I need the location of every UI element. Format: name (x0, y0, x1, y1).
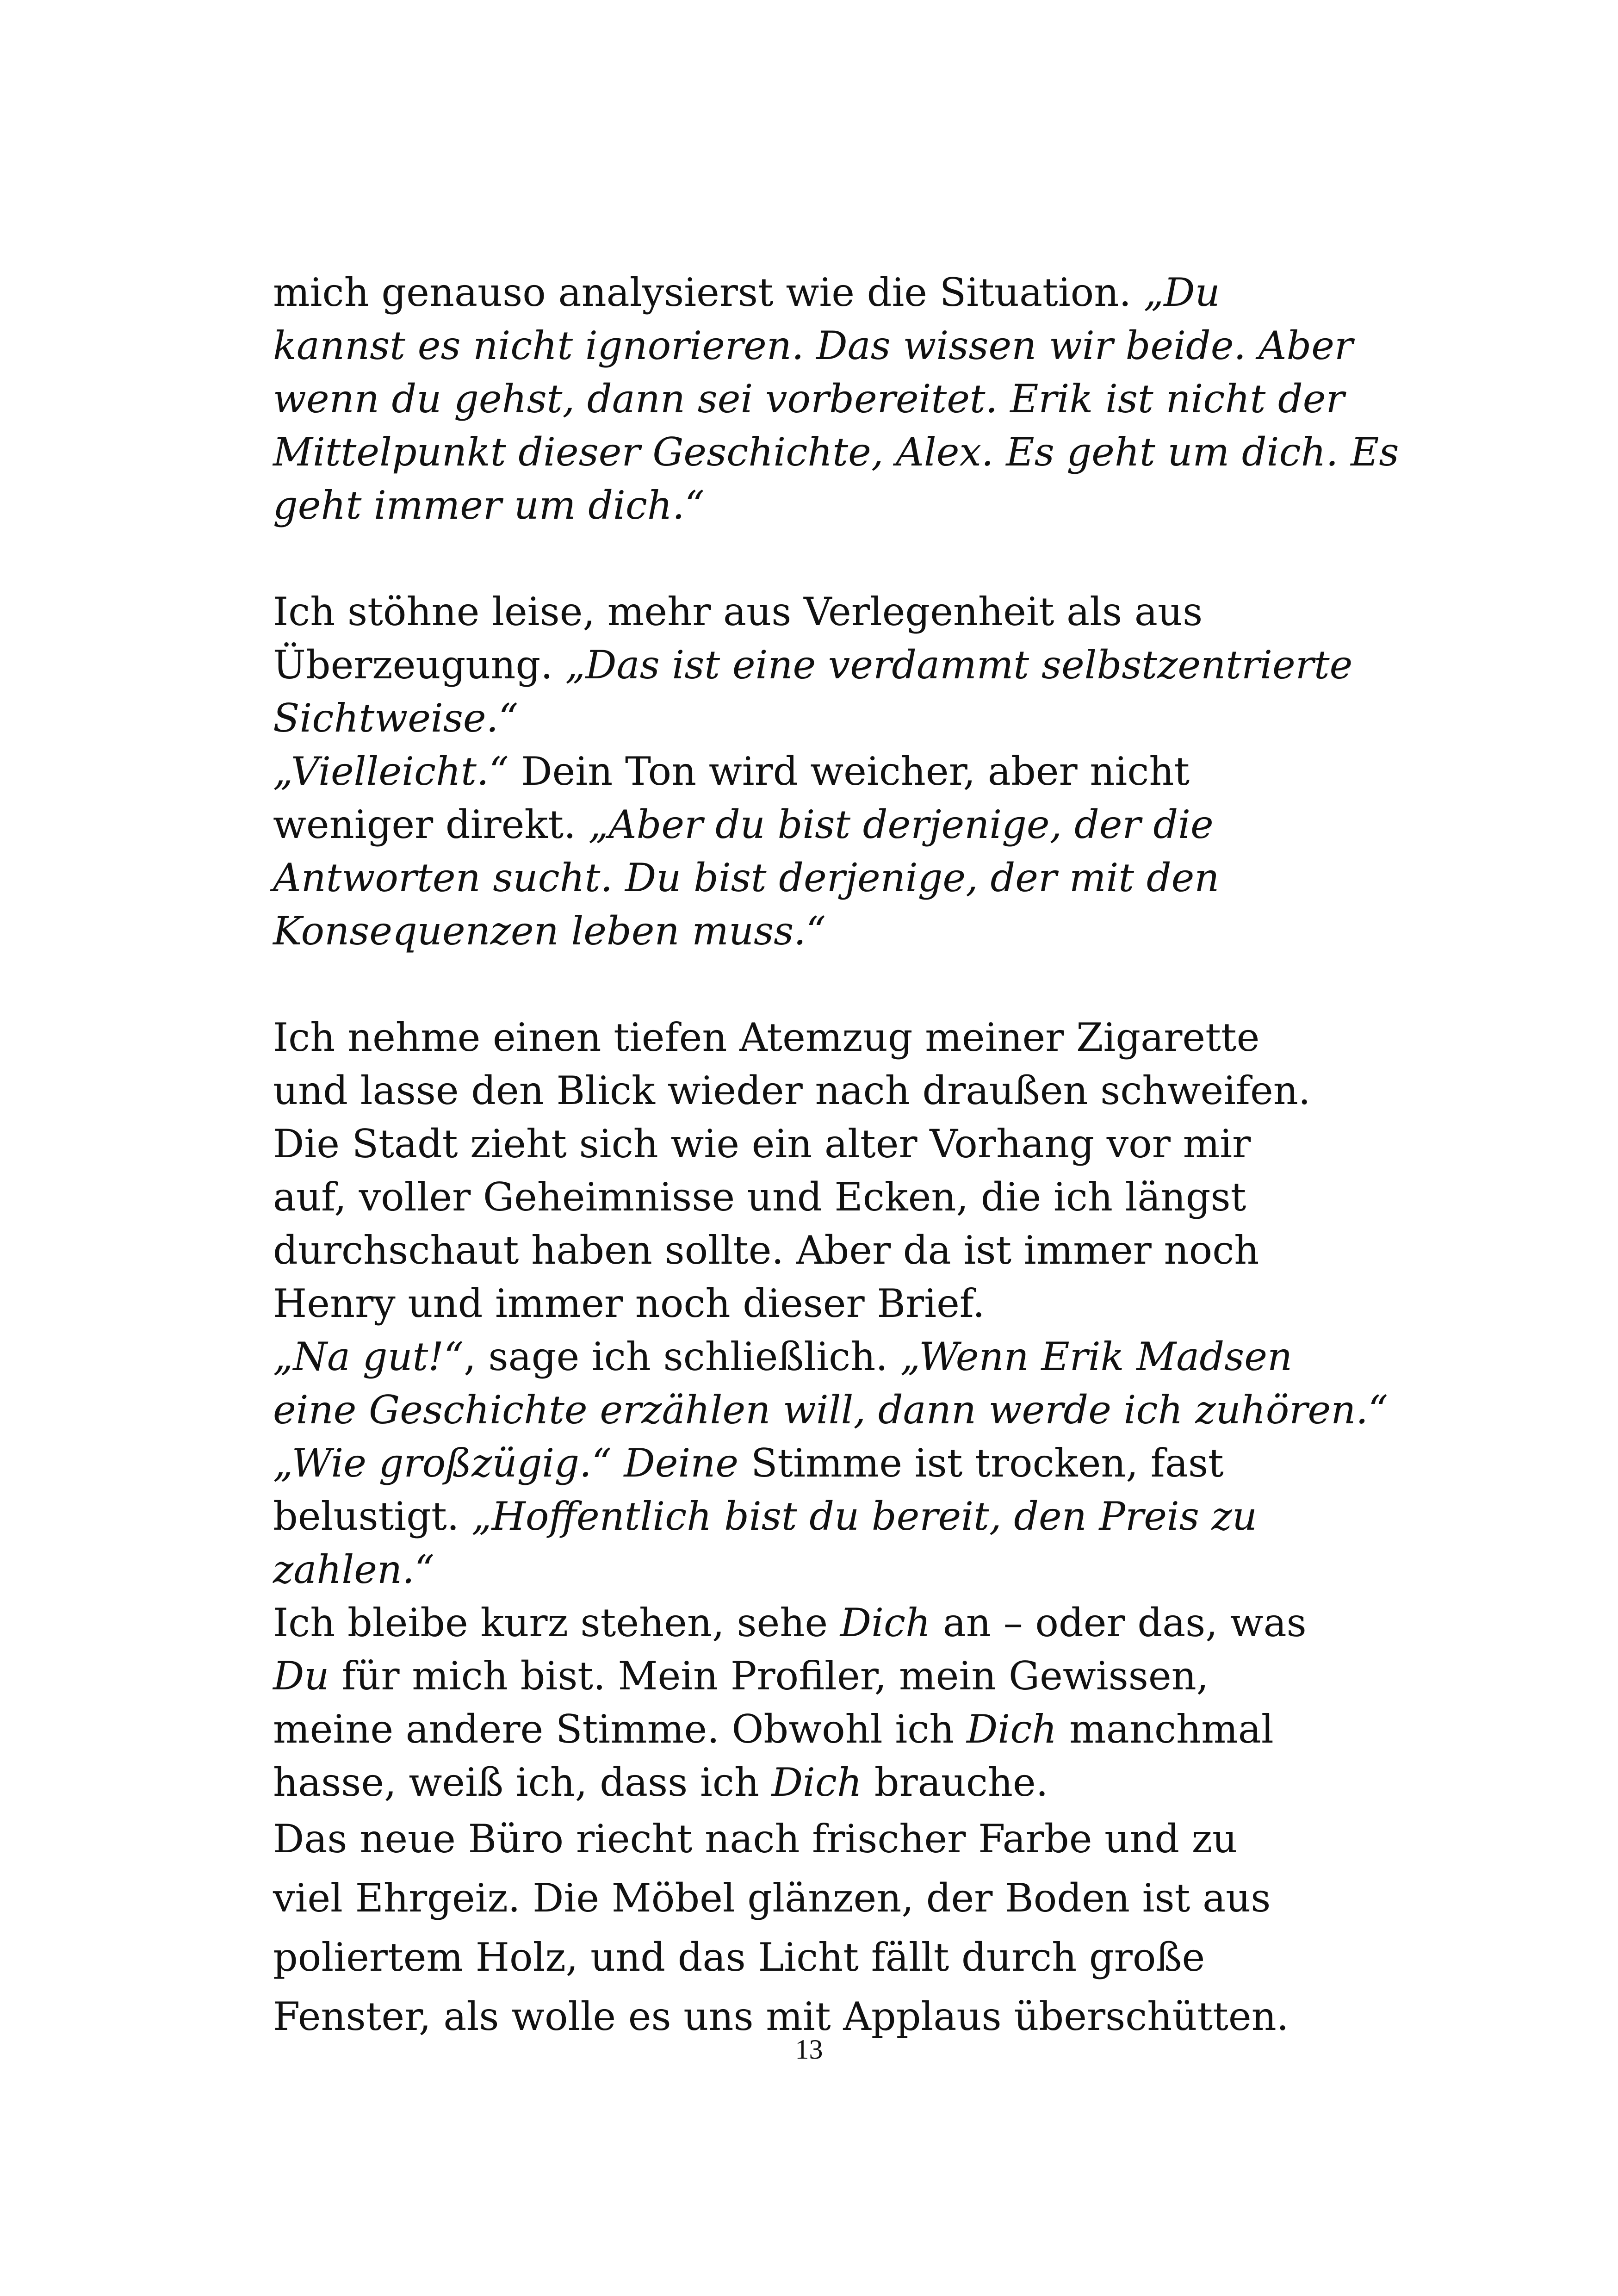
text-run: Überzeugung. (273, 642, 565, 688)
paragraph-gap (273, 532, 1374, 585)
text-run-italic: „Vielleicht.“ (273, 749, 509, 794)
text-run: Stimme ist trocken, fast (738, 1440, 1224, 1486)
text-line (273, 639, 1374, 692)
text-line (273, 319, 1374, 372)
text-line (273, 1809, 1374, 1868)
text-line (273, 1650, 1374, 1703)
text-line (273, 1224, 1374, 1277)
text-run-italic: „Du (1143, 270, 1220, 315)
text-line (273, 1543, 1374, 1596)
text-run-italic: „Aber du bist derjenige, der die (588, 802, 1214, 847)
text-run-italic: „Wie großzügig.“ Deine (273, 1440, 739, 1486)
text-run-italic: Konsequenzen leben muss.“ (273, 908, 826, 954)
text-line (273, 1064, 1374, 1117)
text-run: an – oder das, was (930, 1600, 1307, 1645)
text-run-italic: Dich (771, 1760, 862, 1805)
text-line (273, 1596, 1374, 1650)
text-line (273, 1868, 1374, 1928)
text-run: manchmal (1057, 1706, 1274, 1752)
text-run-italic: geht immer um dich.“ (273, 483, 705, 528)
text-line (273, 745, 1374, 798)
text-run: für mich bist. Mein Profiler, mein Gewissen, (329, 1653, 1209, 1699)
text-run: Henry und immer noch dieser Brief. (273, 1281, 985, 1326)
text-run: viel Ehrgeiz. Die Möbel glänzen, der Boden ist aus (273, 1875, 1271, 1921)
text-run: Ich bleibe kurz stehen, sehe (273, 1600, 840, 1645)
text-run: weniger direkt. (273, 802, 589, 847)
page-number: 13 (795, 2034, 823, 2065)
text-run-italic: „Das ist eine verdammt selbstzentrierte (565, 642, 1353, 688)
text-run-italic: Sichtweise.“ (273, 695, 519, 741)
text-run: belustigt. (273, 1494, 472, 1539)
text-line (273, 1703, 1374, 1756)
text-run: mich genauso analysierst wie die Situation. (273, 270, 1144, 315)
text-run: Ich nehme einen tiefen Atemzug meiner Zigarette (273, 1015, 1260, 1060)
text-line (273, 1928, 1374, 1987)
body-text (273, 266, 1399, 2046)
text-line (273, 1437, 1374, 1490)
text-run-italic: Mittelpunkt dieser Geschichte, Alex. Es geht um dich. Es (273, 429, 1399, 475)
text-run-italic: wenn du gehst, dann sei vorbereitet. Erik ist nicht der (273, 376, 1345, 422)
text-run: und lasse den Blick wieder nach draußen schweifen. (273, 1068, 1311, 1113)
text-line (273, 266, 1374, 319)
text-line (273, 1117, 1374, 1171)
text-line (273, 372, 1374, 426)
text-run: poliertem Holz, und das Licht fällt durch große (273, 1935, 1205, 1980)
text-line (273, 905, 1374, 958)
text-run-italic: eine Geschichte erzählen will, dann werde ich zuhören.“ (273, 1387, 1388, 1433)
text-line (273, 479, 1374, 532)
text-line (273, 851, 1374, 905)
text-line (273, 1277, 1374, 1330)
text-run: meine andere Stimme. Obwohl ich (273, 1706, 967, 1752)
text-run-italic: „Wenn Erik Madsen (900, 1334, 1293, 1379)
text-line (273, 1490, 1374, 1543)
paragraph-gap (273, 958, 1374, 1011)
text-line (273, 1011, 1374, 1064)
text-line (273, 1756, 1374, 1809)
text-run: Die Stadt zieht sich wie ein alter Vorhang vor mir (273, 1121, 1251, 1167)
text-run-italic: Dich (967, 1706, 1057, 1752)
text-run-italic: Du (273, 1653, 329, 1699)
text-line (273, 692, 1374, 745)
text-run: durchschaut haben sollte. Aber da ist immer noch (273, 1228, 1259, 1273)
text-run: , sage ich schließlich. (464, 1334, 900, 1379)
text-run-italic: „Na gut!“ (273, 1334, 464, 1379)
text-run: hasse, weiß ich, dass ich (273, 1760, 772, 1805)
text-run: auf, voller Geheimnisse und Ecken, die ich längst (273, 1174, 1246, 1220)
text-run: Dein Ton wird weicher, aber nicht (508, 749, 1190, 794)
text-run: Ich stöhne leise, mehr aus Verlegenheit als aus (273, 589, 1203, 634)
text-run: Fenster, als wolle es uns mit Applaus überschütten. (273, 1994, 1289, 2039)
text-run-italic: kannst es nicht ignorieren. Das wissen wir beide. Aber (273, 323, 1353, 368)
text-line (273, 426, 1399, 479)
text-run-italic: zahlen.“ (273, 1547, 434, 1592)
text-line (273, 1171, 1374, 1224)
text-line (273, 798, 1374, 851)
text-run: Das neue Büro riecht nach frischer Farbe und zu (273, 1816, 1238, 1862)
text-line (273, 585, 1374, 639)
text-run: brauche. (862, 1760, 1048, 1805)
text-run-italic: Dich (840, 1600, 931, 1645)
text-run-italic: „Hoffentlich bist du bereit, den Preis zu (471, 1494, 1257, 1539)
text-line (273, 1330, 1374, 1384)
text-line (273, 1384, 1388, 1437)
text-run-italic: Antworten sucht. Du bist derjenige, der mit den (273, 855, 1220, 900)
